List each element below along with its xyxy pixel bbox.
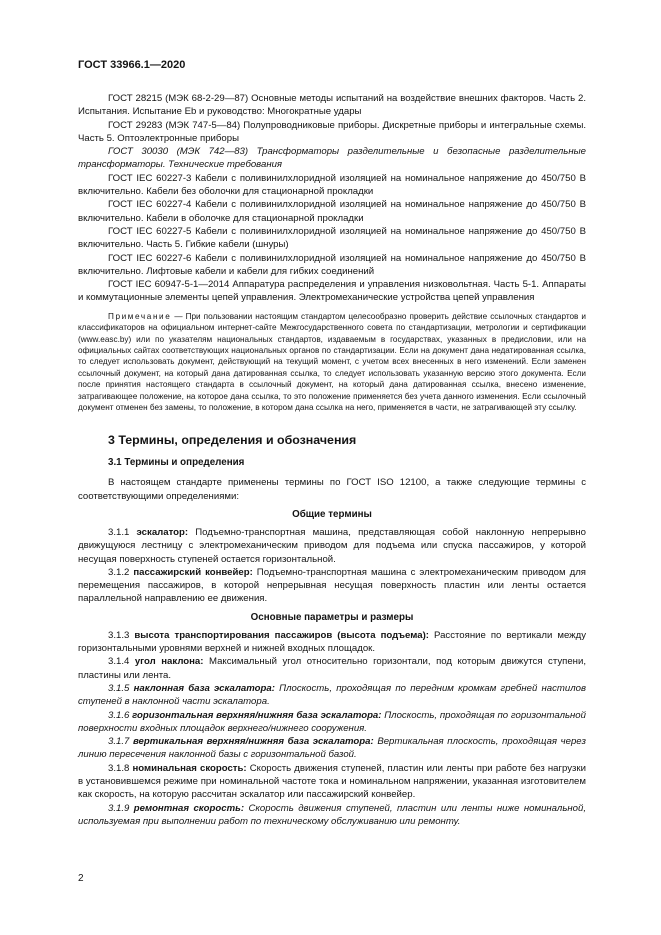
term-number: 3.1.8: [108, 762, 133, 774]
term-definition: Расстояние по вертикали между горизонтальными уровнями верхней и нижней входных площадок.: [78, 629, 586, 655]
term-number: 3.1.2: [108, 566, 134, 578]
term-name: угол наклона:: [134, 656, 204, 668]
page-number: 2: [78, 873, 84, 884]
term-number: 3.1.7: [108, 736, 133, 748]
group-title-general: Общие термины: [292, 509, 372, 520]
ref-iec-60947-5-1: ГОСТ IEC 60947-5-1—2014 Аппаратура распределения и управления низковольтная. Часть 5-1. Аппараты и коммутационные элементы цепей управления. Электромеханические устройства цепей управления: [78, 279, 586, 304]
term-3-1-5: [78, 682, 586, 709]
term-definition: Скорость движения ступеней, пластин или ленты ниже номинальной, используемая при выполнении работ по техническому обслуживанию или ремонту.: [78, 802, 586, 827]
note-text: — При пользовании настоящим стандартом целесообразно проверить действие ссылочных стандартов и классификаторов на официальном интернет-сайте Межгосударственного совета по стандартизации, метрологии и сертификации (www.easc.by) или по указателям национальных стандартов, издаваемым в государствах, указанных в предисловии, или на официальных сайтах соответствующих национальных органов по стандартизации. Если на документ дана недатированная ссылка, то следует использовать документ, действующий на текущий момент, с учетом всех внесенных в него изменений. Если заменен ссылочный документ, на который дана датированная ссылка, то следует использовать указанную версию этого документа. Если после принятия настоящего стандарта в ссылочный документ, на который дана датированная ссылка, внесено изменение, затрагивающее положение, на которое дана ссылка, то это положение применяется без учета данного изменения. Если ссылочный документ отменен без замены, то положение, в котором дана ссылка на него, применяется в части, не затрагивающей эту ссылку.: [78, 311, 586, 412]
subsection-heading: 3.1 Термины и определения: [108, 457, 245, 469]
note-label: Примечание: [108, 311, 172, 321]
term-list-general: [78, 526, 586, 606]
term-name: ремонтная скорость:: [133, 802, 245, 814]
group-title-parameters: Основные параметры и размеры: [250, 611, 414, 623]
term-name: номинальная скорость:: [132, 762, 247, 774]
term-3-1-8: [78, 762, 586, 802]
term-3-1-6: [78, 709, 586, 736]
reference-list: [78, 92, 586, 305]
term-definition: Плоскость, проходящая по передним кромкам гребней настилов ступеней в наклонной части эскалатора.: [78, 682, 586, 708]
page-body: [78, 92, 586, 828]
term-list-parameters: [78, 629, 586, 828]
term-3-1-3: [78, 629, 586, 656]
ref-iec-60227-3: ГОСТ IEC 60227-3 Кабели с поливинилхлоридной изоляцией на номинальное напряжение до 450/750 В включительно. Кабели без оболочки для стационарной прокладки: [78, 172, 586, 198]
document-header: ГОСТ 33966.1—2020: [78, 59, 186, 71]
term-number: 3.1.5: [108, 682, 134, 694]
ref-iec-60227-5: ГОСТ IEC 60227-5 Кабели с поливинилхлоридной изоляцией на номинальное напряжение до 450/750 В включительно. Часть 5. Гибкие кабели (шнуры): [78, 225, 586, 251]
term-3-1-4: [78, 655, 586, 682]
term-definition: Подъемно-транспортная машина, представляющая собой наклонную непрерывно движущуюся лестницу с электромеханическим приводом для подъема или спуска пассажиров, у которой несущая поверхность ступеней остается горизонтальной.: [78, 527, 586, 565]
term-number: 3.1.9: [108, 802, 134, 814]
term-number: 3.1.3: [108, 629, 135, 641]
term-name: пассажирский конвейер:: [133, 566, 253, 578]
term-3-1-7: [78, 735, 586, 762]
ref-gost-28215: ГОСТ 28215 (МЭК 68-2-29—87) Основные методы испытаний на воздействие внешних факторов. Часть 2. Испытания. Испытание Eb и руководство: Многократные удары: [78, 93, 586, 118]
section-heading: 3 Термины, определения и обозначения: [108, 433, 357, 448]
ref-gost-30030: ГОСТ 30030 (МЭК 742—83) Трансформаторы разделительные и безопасные разделительные трансформаторы. Технические требования: [78, 146, 586, 171]
term-name: высота транспортирования пассажиров (высота подъема):: [134, 629, 429, 641]
term-definition: Подъемно-транспортная машина с электромеханическим приводом для перемещения пассажиров, в которой непрерывная несущая поверхность пластин или ленты остается параллельной направлению ее движения.: [78, 566, 586, 605]
term-number: 3.1.1: [108, 527, 137, 538]
term-definition: Скорость движения ступеней, пластин или ленты при работе без нагрузки в установившемся режиме при номинальной частоте тока и номинальном напряжении, указанная изготовителем как скорость, на которую рассчитан эскалатор или пассажирский конвейер.: [78, 762, 586, 801]
note-paragraph: [78, 311, 586, 414]
ref-gost-29283: ГОСТ 29283 (МЭК 747-5—84) Полупроводниковые приборы. Дискретные приборы и интегральные схемы. Часть 5. Оптоэлектронные приборы: [78, 119, 586, 144]
term-3-1-2: [78, 566, 586, 606]
ref-iec-60227-4: ГОСТ IEC 60227-4 Кабели с поливинилхлоридной изоляцией на номинальное напряжение до 450/750 В включительно. Кабели в оболочке для стационарной прокладки: [78, 199, 586, 224]
term-3-1-1: [78, 526, 586, 566]
intro-paragraph: В настоящем стандарте применены термины по ГОСТ ISO 12100, а также следующие термины с соответствующими определениями:: [78, 477, 586, 502]
term-name: наклонная база эскалатора:: [133, 682, 275, 694]
term-definition: Плоскость, проходящая по горизонтальной поверхности входных площадок верхнего/нижнего сооружения.: [78, 709, 586, 734]
term-definition: Вертикальная плоскость, проходящая через линию пересечения наклонной базы с горизонтальной базой.: [78, 736, 586, 761]
term-number: 3.1.4: [108, 656, 135, 668]
term-definition: Максимальный угол относительно горизонтали, под которым движутся ступени, пластины или лента.: [78, 656, 586, 681]
term-name: эскалатор:: [136, 527, 189, 538]
term-3-1-9: [78, 802, 586, 829]
term-number: 3.1.6: [108, 709, 133, 721]
ref-iec-60227-6: ГОСТ IEC 60227-6 Кабели с поливинилхлоридной изоляцией на номинальное напряжение до 450/750 В включительно. Лифтовые кабели и кабели для гибких соединений: [78, 252, 586, 277]
term-name: вертикальная верхняя/нижняя база эскалатора:: [132, 736, 374, 748]
term-name: горизонтальная верхняя/нижняя база эскалатора:: [132, 709, 382, 721]
